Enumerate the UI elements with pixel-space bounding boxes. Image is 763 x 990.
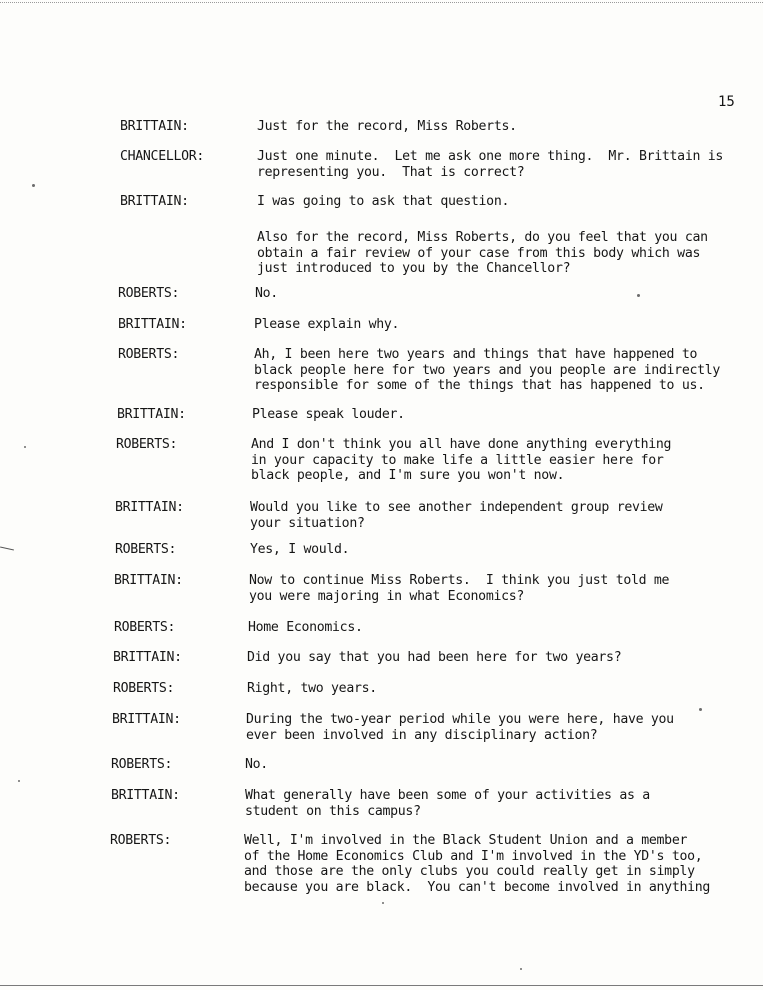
speech-line: in your capacity to make life a little easier here for xyxy=(251,452,664,468)
speech-line: During the two-year period while you were here, have you xyxy=(246,712,674,727)
speaker-label: ROBERTS: xyxy=(110,833,172,848)
speaker-label: ROBERTS: xyxy=(114,620,176,635)
speech-text xyxy=(254,347,720,394)
speech-text xyxy=(257,230,708,277)
speech-line: What generally have been some of your activities as a xyxy=(245,788,650,803)
speaker-label: BRITTAIN: xyxy=(111,788,180,803)
speech-line: obtain a fair review of your case from this body which was xyxy=(257,245,701,261)
speech-line: Right, two years. xyxy=(247,681,377,696)
speech-line: Just one minute. Let me ask one more thing. Mr. Brittain is xyxy=(257,149,724,164)
speech-line: Ah, I been here two years and things that have happened to xyxy=(254,347,698,362)
speech-line: black people here for two years and you people are indirectly xyxy=(254,362,721,378)
speech-text xyxy=(257,194,509,210)
speech-text xyxy=(254,317,399,333)
scan-speck xyxy=(18,780,20,782)
speech-line: Yes, I would. xyxy=(250,542,350,557)
speech-text xyxy=(245,757,268,773)
speaker-label: ROBERTS: xyxy=(118,286,180,301)
speech-text xyxy=(250,500,663,531)
speaker-label: CHANCELLOR: xyxy=(120,149,205,164)
speech-line: No. xyxy=(245,757,268,772)
speech-text xyxy=(251,437,671,484)
speaker-label: BRITTAIN: xyxy=(120,119,189,134)
scan-speck xyxy=(520,968,522,970)
speech-line: just introduced to you by the Chancellor? xyxy=(257,261,571,277)
speech-line: student on this campus? xyxy=(245,803,421,819)
speech-line: Please speak louder. xyxy=(252,407,405,422)
speech-text xyxy=(245,788,650,819)
speaker-label: ROBERTS: xyxy=(111,757,173,772)
speech-line: No. xyxy=(255,286,278,301)
speaker-label: ROBERTS: xyxy=(113,681,175,696)
scan-bottom-edge xyxy=(0,985,763,986)
speaker-label: BRITTAIN: xyxy=(112,712,181,727)
speech-line: you were majoring in what Economics? xyxy=(249,588,525,604)
speech-text xyxy=(246,712,674,743)
speech-line: Please explain why. xyxy=(254,317,400,332)
speaker-label: BRITTAIN: xyxy=(113,650,182,665)
speech-line: of the Home Economics Club and I'm involved in the YD's too, xyxy=(244,848,703,864)
speech-line: Just for the record, Miss Roberts. xyxy=(257,119,517,134)
speech-text xyxy=(244,833,710,895)
speech-text xyxy=(252,407,405,423)
speech-line: representing you. That is correct? xyxy=(257,164,525,180)
speech-line: black people, and I'm sure you won't now. xyxy=(251,468,565,484)
scan-margin-mark xyxy=(0,547,14,551)
scan-speck xyxy=(637,294,640,297)
speaker-label: BRITTAIN: xyxy=(115,500,184,515)
scan-speck xyxy=(382,902,384,904)
speaker-label: ROBERTS: xyxy=(115,542,177,557)
speech-text xyxy=(257,149,723,180)
speech-line: I was going to ask that question. xyxy=(257,194,510,209)
speech-text xyxy=(250,542,349,558)
speech-line: And I don't think you all have done anything everything xyxy=(251,437,672,452)
speaker-label: ROBERTS: xyxy=(118,347,180,362)
speech-line: Well, I'm involved in the Black Student Union and a member xyxy=(244,833,688,848)
speech-text xyxy=(257,119,517,135)
speech-text xyxy=(247,681,377,697)
speech-text xyxy=(247,650,621,666)
scan-top-edge xyxy=(0,2,763,3)
speech-line: Home Economics. xyxy=(248,620,363,635)
speech-line: your situation? xyxy=(250,515,365,531)
speaker-label: BRITTAIN: xyxy=(117,407,186,422)
speech-line: because you are black. You can't become involved in anything xyxy=(244,879,711,895)
page-number: 15 xyxy=(718,94,735,110)
scan-speck xyxy=(699,708,702,711)
speech-line: Now to continue Miss Roberts. I think you just told me xyxy=(249,573,670,588)
speech-line: ever been involved in any disciplinary action? xyxy=(246,727,598,743)
speech-line: Did you say that you had been here for two years? xyxy=(247,650,622,665)
speech-text xyxy=(255,286,278,302)
speaker-label: BRITTAIN: xyxy=(114,573,183,588)
speaker-label: ROBERTS: xyxy=(116,437,178,452)
speech-text xyxy=(248,620,363,636)
speech-line: Also for the record, Miss Roberts, do you feel that you can xyxy=(257,230,708,245)
speech-text xyxy=(249,573,669,604)
scan-speck xyxy=(24,446,26,448)
speaker-label: BRITTAIN: xyxy=(118,317,187,332)
speech-line: and those are the only clubs you could really get in simply xyxy=(244,864,695,880)
speech-line: responsible for some of the things that has happened to us. xyxy=(254,378,705,394)
scan-speck xyxy=(32,184,35,187)
speaker-label: BRITTAIN: xyxy=(120,194,189,209)
speech-line: Would you like to see another independent group review xyxy=(250,500,663,515)
